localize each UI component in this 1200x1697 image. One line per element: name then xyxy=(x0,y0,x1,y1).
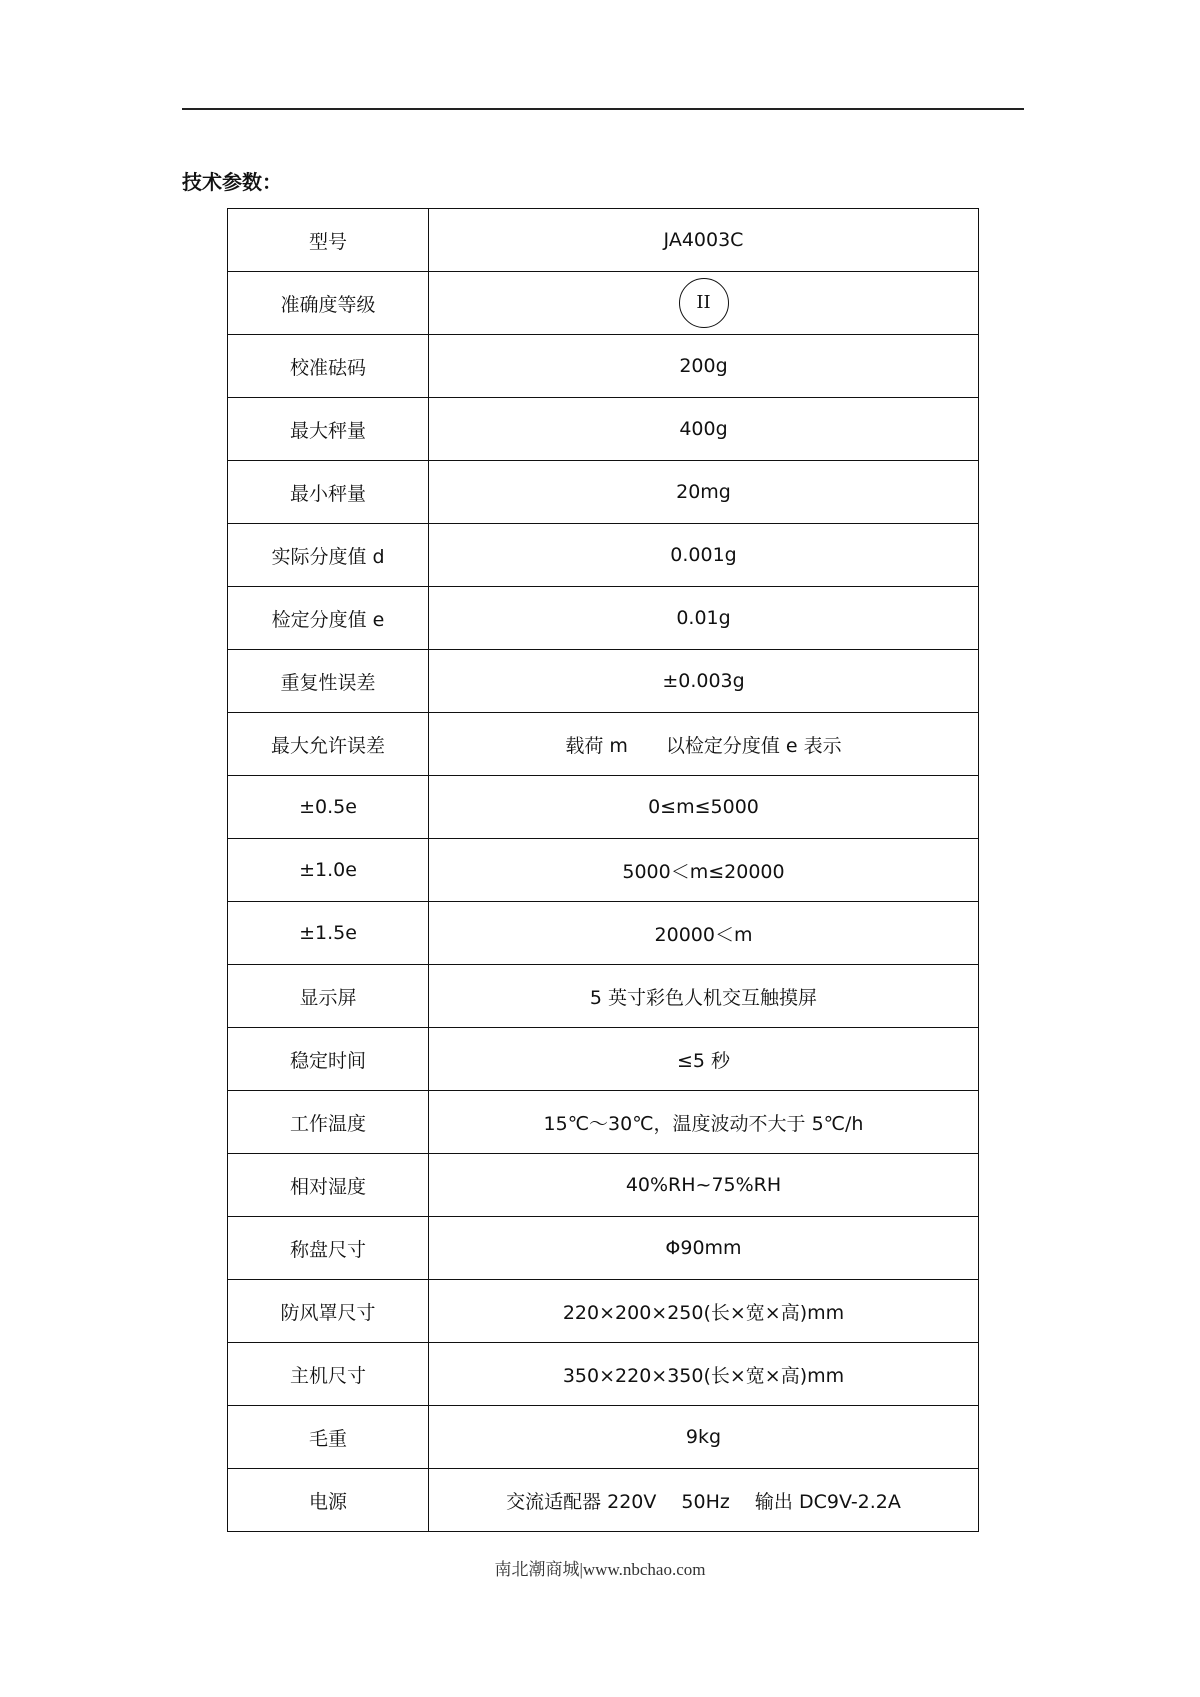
spec-value: 350×220×350(长×宽×高)mm xyxy=(429,1343,979,1406)
spec-value: ≤5 秒 xyxy=(429,1028,979,1091)
table-row xyxy=(228,902,979,965)
table-row xyxy=(228,209,979,272)
table-row xyxy=(228,713,979,776)
table-row xyxy=(228,1469,979,1532)
table-row xyxy=(228,398,979,461)
table-row xyxy=(228,335,979,398)
section-title: 技术参数： xyxy=(182,170,282,194)
table-row xyxy=(228,272,979,335)
table-row xyxy=(228,461,979,524)
table-row xyxy=(228,965,979,1028)
spec-label: ±0.5e xyxy=(228,776,429,839)
spec-value: 0.001g xyxy=(429,524,979,587)
footer-text: 南北潮商城|www.nbchao.com xyxy=(494,1560,706,1579)
table-row xyxy=(228,524,979,587)
spec-label: 重复性误差 xyxy=(228,650,429,713)
spec-value: 0.01g xyxy=(429,587,979,650)
spec-value: ±0.003g xyxy=(429,650,979,713)
spec-value: JA4003C xyxy=(429,209,979,272)
spec-value: 5000＜m≤20000 xyxy=(429,839,979,902)
spec-value: 220×200×250(长×宽×高)mm xyxy=(429,1280,979,1343)
accuracy-class-mark: II xyxy=(679,278,729,328)
spec-label: 称盘尺寸 xyxy=(228,1217,429,1280)
spec-value: 15℃～30℃，温度波动不大于 5℃/h xyxy=(429,1091,979,1154)
spec-label: ±1.0e xyxy=(228,839,429,902)
spec-value: 0≤m≤5000 xyxy=(429,776,979,839)
spec-value: 200g xyxy=(429,335,979,398)
header-rule xyxy=(182,108,1024,110)
spec-label: 电源 xyxy=(228,1469,429,1532)
spec-label: 相对湿度 xyxy=(228,1154,429,1217)
spec-label: 最小秤量 xyxy=(228,461,429,524)
spec-label: 工作温度 xyxy=(228,1091,429,1154)
table-row xyxy=(228,1028,979,1091)
spec-label: 准确度等级 xyxy=(228,272,429,335)
table-row xyxy=(228,1343,979,1406)
table-row xyxy=(228,776,979,839)
table-row xyxy=(228,1406,979,1469)
spec-value: 载荷 m 以检定分度值 e 表示 xyxy=(429,713,979,776)
table-row xyxy=(228,650,979,713)
table-row xyxy=(228,1154,979,1217)
table-row xyxy=(228,839,979,902)
spec-label: 最大秤量 xyxy=(228,398,429,461)
spec-value: 5 英寸彩色人机交互触摸屏 xyxy=(429,965,979,1028)
table-row xyxy=(228,1280,979,1343)
spec-table xyxy=(227,208,979,1532)
spec-label: 毛重 xyxy=(228,1406,429,1469)
spec-value: 40%RH~75%RH xyxy=(429,1154,979,1217)
spec-label: 校准砝码 xyxy=(228,335,429,398)
spec-label: 型号 xyxy=(228,209,429,272)
table-row xyxy=(228,1217,979,1280)
spec-label: 实际分度值 d xyxy=(228,524,429,587)
spec-label: 稳定时间 xyxy=(228,1028,429,1091)
spec-label: 防风罩尺寸 xyxy=(228,1280,429,1343)
spec-value: 400g xyxy=(429,398,979,461)
table-row xyxy=(228,1091,979,1154)
table-row xyxy=(228,587,979,650)
spec-label: 显示屏 xyxy=(228,965,429,1028)
spec-value: 20000＜m xyxy=(429,902,979,965)
spec-value: 交流适配器 220V 50Hz 输出 DC9V-2.2A xyxy=(429,1469,979,1532)
spec-value xyxy=(429,272,979,335)
spec-label: 最大允许误差 xyxy=(228,713,429,776)
spec-label: 检定分度值 e xyxy=(228,587,429,650)
spec-value: Φ90mm xyxy=(429,1217,979,1280)
spec-value: 20mg xyxy=(429,461,979,524)
spec-value: 9kg xyxy=(429,1406,979,1469)
spec-label: 主机尺寸 xyxy=(228,1343,429,1406)
spec-label: ±1.5e xyxy=(228,902,429,965)
